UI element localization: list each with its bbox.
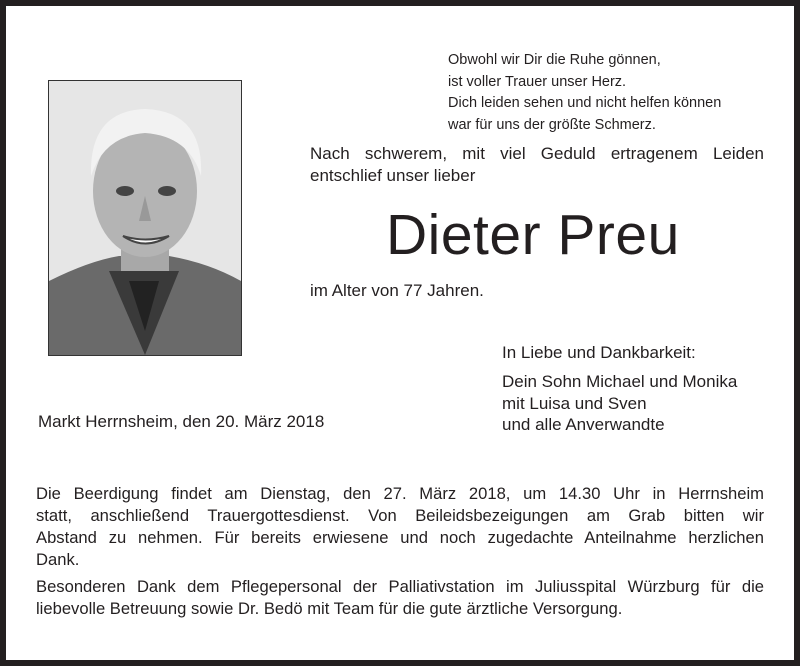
funeral-line: Abstand zu nehmen. Für bereits erwiesene und noch zugedachte Anteilnahme herzlichen [36, 528, 764, 547]
place-date: Markt Herrnsheim, den 20. März 2018 [38, 412, 325, 431]
age-text: im Alter von 77 Jahren. [310, 281, 484, 300]
funeral-line: Die Beerdigung findet am Dienstag, den 27. März 2018, um 14.30 Uhr in Herrnsheim [36, 484, 764, 503]
love-text: In Liebe und Dankbarkeit: [502, 343, 696, 362]
intro-text [310, 143, 764, 187]
funeral-paragraph [36, 483, 764, 571]
thanks-paragraph [36, 576, 764, 620]
intro-line: entschlief unser lieber [310, 166, 476, 185]
poem-line: ist voller Trauer unser Herz. [448, 73, 627, 90]
thanks-line: Besonderen Dank dem Pflegepersonal der Palliativstation im Juliusspital Würzburg für die [36, 577, 764, 596]
funeral-line: statt, anschließend Trauergottesdienst. Von Beileidsbezeigungen am Grab bitten wir [36, 506, 764, 525]
intro-line: Nach schwerem, mit viel Geduld ertragenem Leiden [310, 144, 764, 163]
poem [448, 50, 721, 136]
family-list [502, 371, 737, 436]
family-line: und alle Anverwandte [502, 415, 665, 434]
thanks-line: liebevolle Betreuung sowie Dr. Bedö mit Team für die gute ärztliche Versorgung. [36, 599, 623, 618]
poem-line: war für uns der größte Schmerz. [448, 116, 656, 133]
poem-line: Obwohl wir Dir die Ruhe gönnen, [448, 52, 661, 68]
portrait-photo [48, 80, 242, 356]
poem-line: Dich leiden sehen und nicht helfen können [448, 95, 722, 111]
family-line: mit Luisa und Sven [502, 393, 647, 413]
funeral-line: Dank. [36, 550, 80, 569]
family-line: Dein Sohn Michael und Monika [502, 372, 738, 391]
deceased-name: Dieter Preu [386, 203, 680, 267]
